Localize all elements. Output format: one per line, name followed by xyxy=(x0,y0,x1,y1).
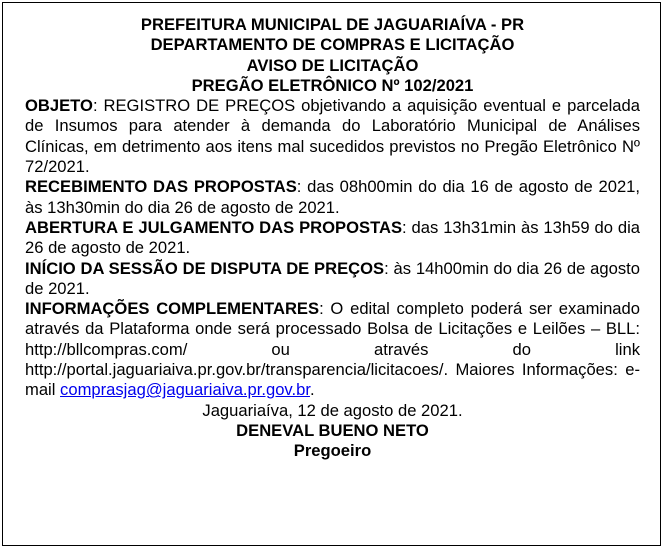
email-link[interactable]: comprasjag@jaguariaiva.pr.gov.br xyxy=(60,380,310,400)
licitation-notice xyxy=(2,2,661,546)
informacoes-after: . xyxy=(309,380,315,400)
informacoes-paragraph xyxy=(25,299,640,400)
informacoes-label: INFORMAÇÕES COMPLEMENTARES xyxy=(25,299,320,319)
signature-role: Pregoeiro xyxy=(293,441,372,461)
recebimento-label: RECEBIMENTO DAS PROPOSTAS xyxy=(25,177,297,197)
abertura-text: : das 13h31min às 13h59 do dia 26 de agosto de 2021. xyxy=(25,217,640,258)
informacoes-text: : O edital completo poderá ser examinado através da Plataforma onde será processado Bolsa de Licitações e Leilões – BLL: http://bllcompras.com/ ou através do link http://portal.jaguariaiva.pr.gov.br/transparencia/licitacoes/. Maiores Informações: e-mail xyxy=(25,299,640,400)
date-line: Jaguariaíva, 12 de agosto de 2021. xyxy=(202,400,463,420)
inicio-paragraph xyxy=(25,259,640,300)
objeto-text: : REGISTRO DE PREÇOS objetivando a aquisição eventual e parcelada de Insumos para atender à demanda do Laboratório Municipal de Análises Clínicas, em detrimento aos itens mal sucedidos previstos no Pregão Eletrônico Nº 72/2021. xyxy=(25,96,640,177)
objeto-paragraph xyxy=(25,96,640,177)
abertura-paragraph xyxy=(25,218,640,259)
objeto-label: OBJETO xyxy=(25,96,93,116)
inicio-text: : às 14h00min do dia 26 de agosto de 2021. xyxy=(25,258,640,298)
header-line-1: PREFEITURA MUNICIPAL DE JAGUARIAÍVA - PR xyxy=(140,15,525,34)
header-line-4: PREGÃO ELETRÔNICO Nº 102/2021 xyxy=(191,75,474,95)
inicio-label: INÍCIO DA SESSÃO DE DISPUTA DE PREÇOS xyxy=(25,258,385,278)
recebimento-paragraph xyxy=(25,177,640,218)
abertura-label: ABERTURA E JULGAMENTO DAS PROPOSTAS xyxy=(25,217,403,237)
header-line-2: DEPARTAMENTO DE COMPRAS E LICITAÇÃO xyxy=(150,35,515,55)
header-line-3: AVISO DE LICITAÇÃO xyxy=(246,55,419,75)
recebimento-text: : das 08h00min do dia 16 de agosto de 2021, às 13h30min do dia 26 de agosto de 2021. xyxy=(25,177,641,217)
signature-name: DENEVAL BUENO NETO xyxy=(236,420,429,440)
